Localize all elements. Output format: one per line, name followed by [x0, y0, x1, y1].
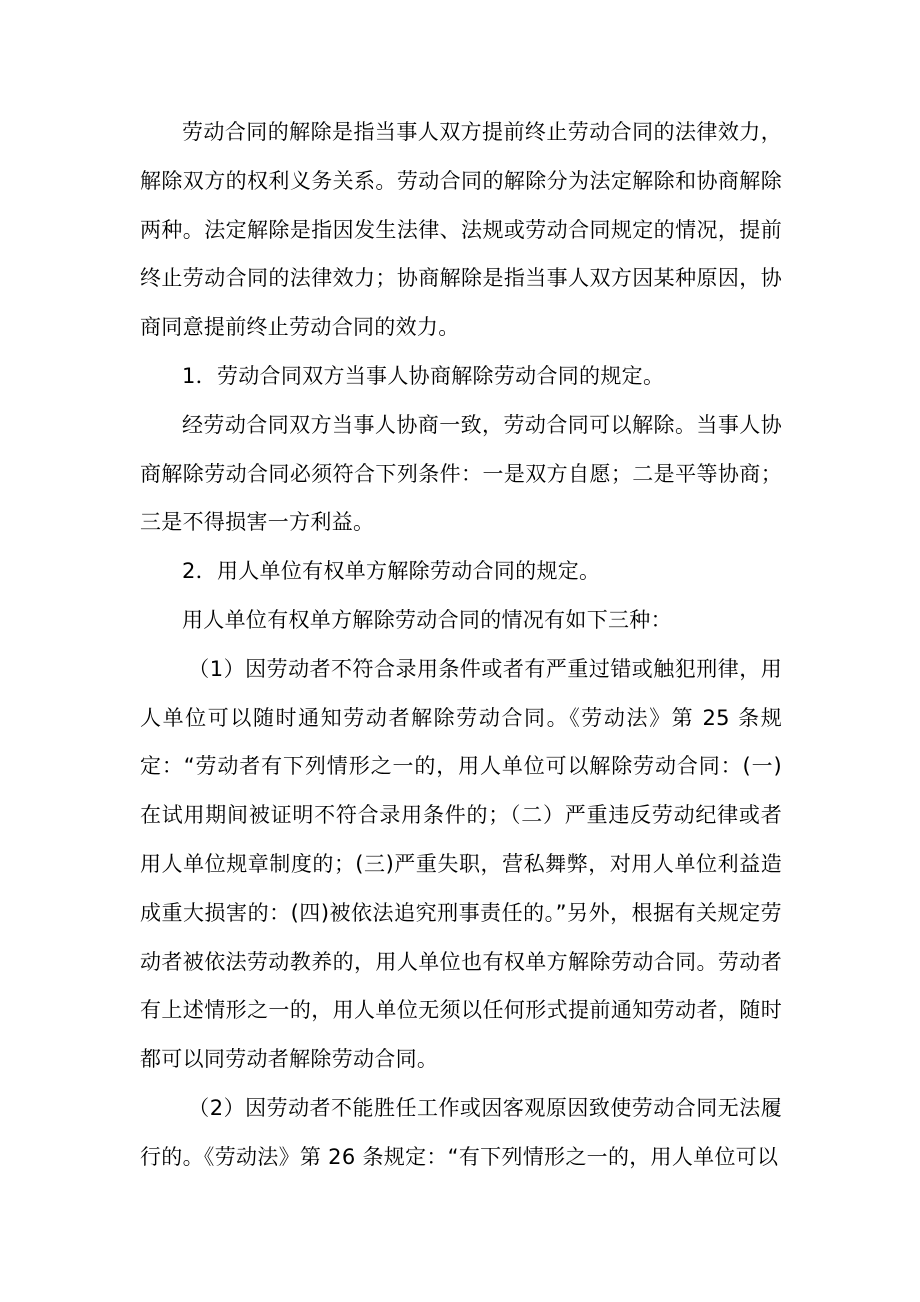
heading-mutual-termination: 1．劳动合同双方当事人协商解除劳动合同的规定。 [182, 363, 665, 388]
paragraph-case-1: （1）因劳动者不符合录用条件或者有严重过错或触犯刑律，用人单位可以随时通知劳动者解除劳动合同。《劳动法》第 25 条规定：“劳动者有下列情形之一的，用人单位可以解除劳动合同：(一)在试用期间被证明不符合录用条件的；（二）严重违反劳动纪律或者用人单位规章制度的；(三)严重失职，营私舞弊，对用人单位利益造成重大损害的：(四)被依法追究刑事责任的。”另外，根据有关规定劳动者被依法劳动教养的，用人单位也有权单方解除劳动合同。劳动者有上述情形之一的，用人单位无须以任何形式提前通知劳动者，随时都可以同劳动者解除劳动合同。 [140, 656, 782, 1072]
paragraph-case-2: （2）因劳动者不能胜任工作或因客观原因致使劳动合同无法履行的。《劳动法》第 26 条规定：“有下列情形之一的，用人单位可以 [140, 1095, 782, 1169]
document-body [140, 108, 782, 1182]
paragraph-definition: 劳动合同的解除是指当事人双方提前终止劳动合同的法律效力，解除双方的权利义务关系。劳动合同的解除分为法定解除和协商解除两种。法定解除是指因发生法律、法规或劳动合同规定的情况，提前终止劳动合同的法律效力；协商解除是指当事人双方因某种原因，协商同意提前终止劳动合同的效力。 [140, 120, 782, 340]
heading-unilateral-termination: 2．用人单位有权单方解除劳动合同的规定。 [182, 559, 601, 584]
paragraph-three-cases: 用人单位有权单方解除劳动合同的情况有如下三种： [182, 607, 672, 632]
paragraph-mutual-termination: 经劳动合同双方当事人协商一致，劳动合同可以解除。当事人协商解除劳动合同必须符合下列条件：一是双方自愿；二是平等协商；三是不得损害一方利益。 [140, 412, 782, 535]
